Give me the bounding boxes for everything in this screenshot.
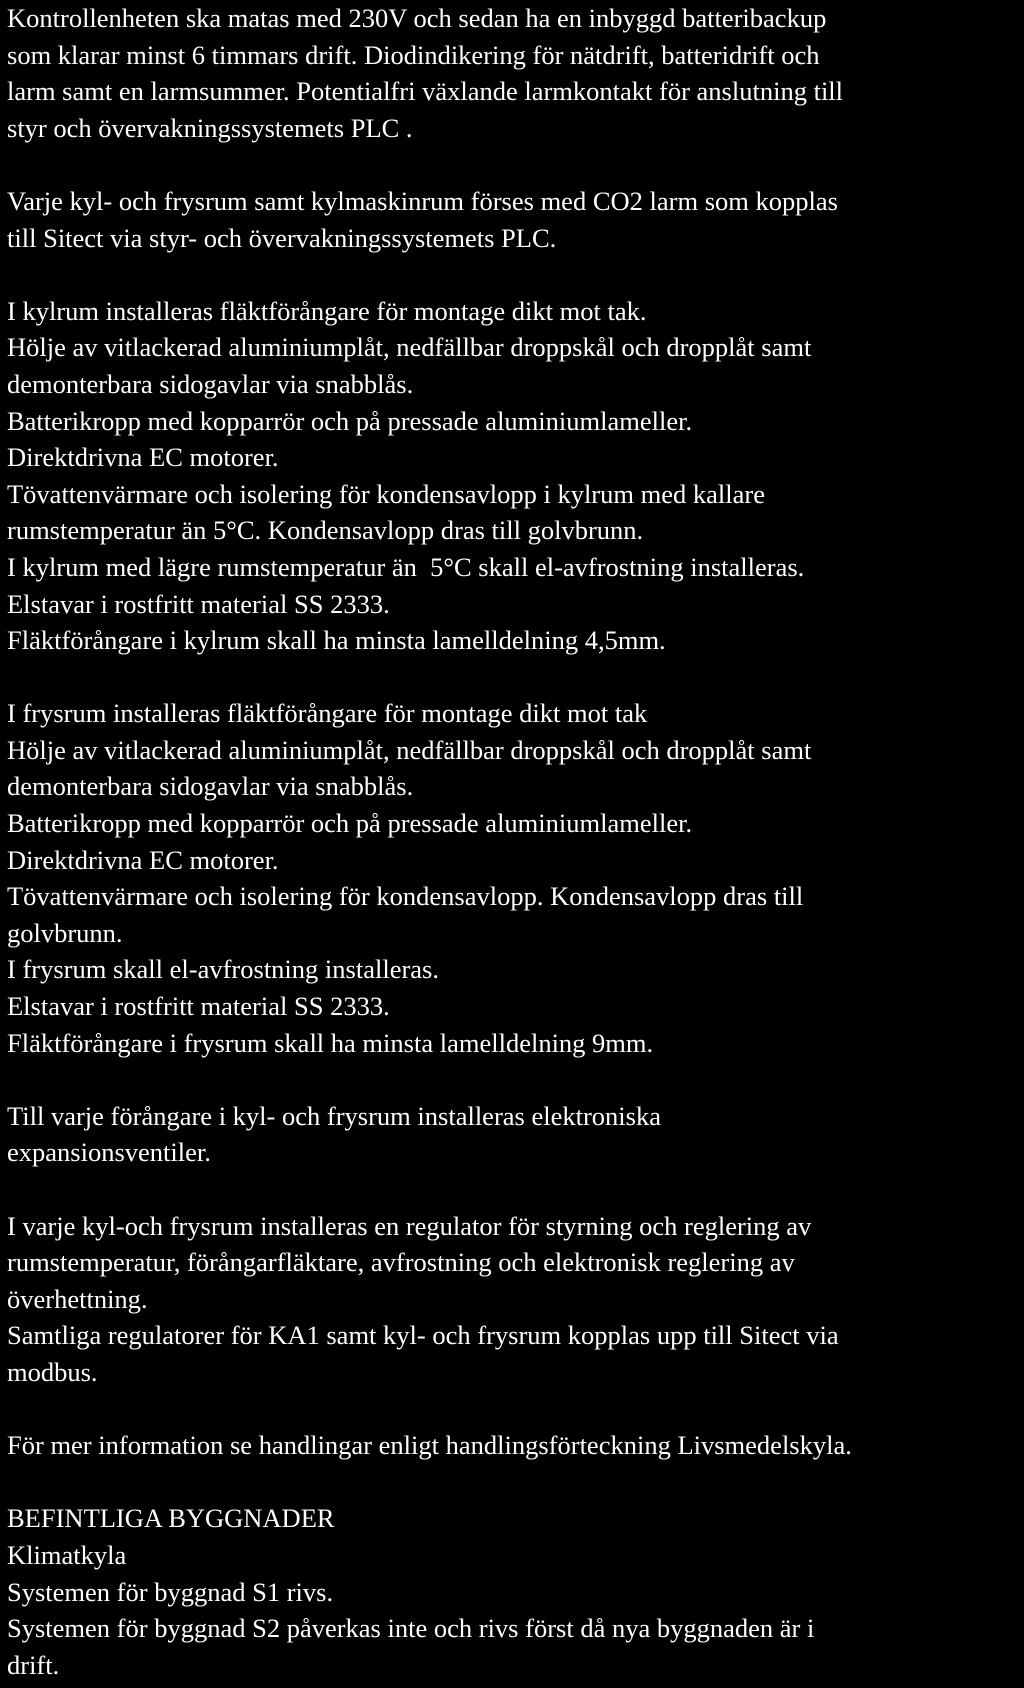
text-line: I frysrum installeras fläktförångare för montage dikt mot tak	[7, 698, 648, 729]
text-line: I varje kyl-och frysrum installeras en regulator för styrning och reglering av	[7, 1210, 812, 1241]
text-line: rumstemperatur, förångarfläktare, avfrostning och elektronisk reglering av	[7, 1247, 795, 1278]
text-line: Batterikropp med kopparrör och på pressade aluminiumlameller.	[7, 405, 693, 436]
paragraph-5	[7, 1098, 1024, 1171]
text-line: Fläktförångare i frysrum skall ha minsta lamelldelning 9mm.	[7, 1027, 654, 1058]
text-line: Systemen för byggnad S1 rivs.	[7, 1576, 334, 1607]
text-line: Samtliga regulatorer för KA1 samt kyl- och frysrum kopplas upp till Sitect via	[7, 1320, 839, 1351]
text-line: överhettning.	[7, 1283, 148, 1314]
text-line: Fläktförångare i kylrum skall ha minsta lamelldelning 4,5mm.	[7, 625, 666, 656]
text-line: golvbrunn.	[7, 917, 123, 948]
paragraph-2	[7, 183, 1024, 256]
text-line: BEFINTLIGA BYGGNADER	[7, 1503, 335, 1534]
paragraph-4	[7, 695, 1024, 1061]
paragraph-spacer	[7, 1391, 1024, 1428]
text-line: Tövattenvärmare och isolering för kondensavlopp i kylrum med kallare	[7, 478, 765, 509]
text-line: I kylrum installeras fläktförångare för montage dikt mot tak.	[7, 295, 647, 326]
paragraph-spacer	[7, 1171, 1024, 1208]
paragraph-8	[7, 1500, 1024, 1683]
text-line: till Sitect via styr- och övervakningssystemets PLC.	[7, 222, 557, 253]
text-line: som klarar minst 6 timmars drift. Diodindikering för nätdrift, batteridrift och	[7, 39, 820, 70]
text-line: Batterikropp med kopparrör och på pressade aluminiumlameller.	[7, 808, 693, 839]
paragraph-spacer	[7, 659, 1024, 696]
text-line: larm samt en larmsummer. Potentialfri växlande larmkontakt för anslutning till	[7, 76, 844, 107]
text-line: expansionsventiler.	[7, 1137, 211, 1168]
text-line: Hölje av vitlackerad aluminiumplåt, nedfällbar droppskål och dropplåt samt	[7, 734, 812, 765]
text-line: I kylrum med lägre rumstemperatur än 5°C skall el-avfrostning installeras.	[7, 551, 805, 582]
text-line: demonterbara sidogavlar via snabblås.	[7, 368, 414, 399]
text-line: Klimatkyla	[7, 1539, 127, 1570]
text-line: För mer information se handlingar enligt handlingsförteckning Livsmedelskyla.	[7, 1430, 852, 1461]
text-line: Tövattenvärmare och isolering för kondensavlopp. Kondensavlopp dras till	[7, 881, 804, 912]
paragraph-spacer	[7, 1464, 1024, 1501]
paragraph-spacer	[7, 256, 1024, 293]
text-line: styr och övervakningssystemets PLC .	[7, 112, 413, 143]
paragraph-1	[7, 0, 1024, 146]
text-line: Systemen för byggnad S2 påverkas inte och rivs först då nya byggnaden är i	[7, 1613, 815, 1644]
paragraph-spacer	[7, 1061, 1024, 1098]
text-line: drift.	[7, 1649, 60, 1680]
paragraph-spacer	[7, 146, 1024, 183]
text-line: rumstemperatur än 5°C. Kondensavlopp dras till golvbrunn.	[7, 515, 644, 546]
text-line: Till varje förångare i kyl- och frysrum installeras elektroniska	[7, 1100, 661, 1131]
text-line: Elstavar i rostfritt material SS 2333.	[7, 588, 390, 619]
text-line: Kontrollenheten ska matas med 230V och sedan ha en inbyggd batteribackup	[7, 3, 827, 33]
text-line: Direktdrivna EC motorer.	[7, 442, 279, 473]
text-line: Hölje av vitlackerad aluminiumplåt, nedfällbar droppskål och dropplåt samt	[7, 332, 812, 363]
text-line: modbus.	[7, 1356, 98, 1387]
text-line: Varje kyl- och frysrum samt kylmaskinrum förses med CO2 larm som kopplas	[7, 185, 838, 216]
paragraph-6	[7, 1208, 1024, 1391]
text-line: Elstavar i rostfritt material SS 2333.	[7, 991, 390, 1022]
text-line: I frysrum skall el-avfrostning installeras.	[7, 954, 439, 985]
text-line: demonterbara sidogavlar via snabblås.	[7, 771, 414, 802]
text-line: Direktdrivna EC motorer.	[7, 844, 279, 875]
document-body	[7, 0, 1024, 1683]
paragraph-7	[7, 1427, 1024, 1464]
paragraph-3	[7, 293, 1024, 659]
